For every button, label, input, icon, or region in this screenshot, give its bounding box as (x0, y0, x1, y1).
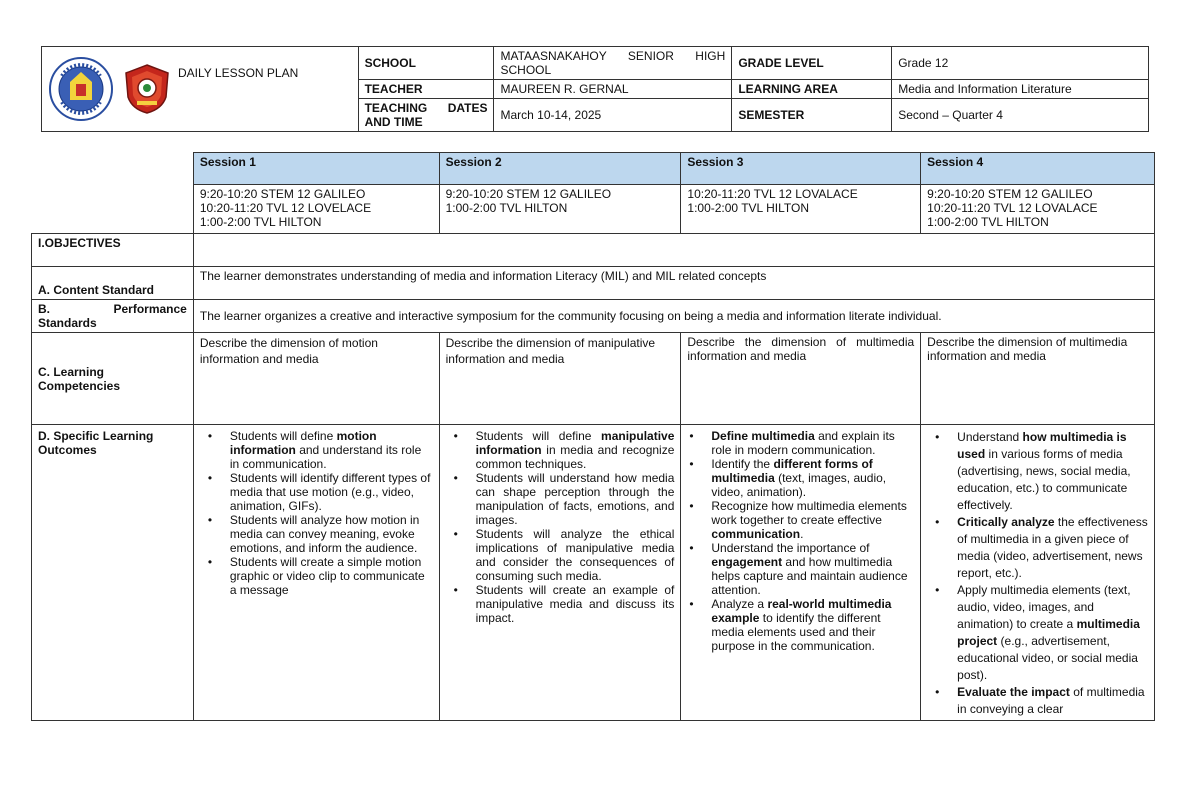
outcomes-session-1 (193, 425, 439, 721)
outcomes-session-4 (921, 425, 1155, 721)
performance-standards-text: The learner organizes a creative and interactive symposium for the community focusing on being a media and information literate individual. (193, 300, 1154, 333)
competency-3: Describe the dimension of multimedia information and media (681, 333, 921, 425)
time-entry: 10:20-11:20 TVL 12 LOVALACE (687, 187, 858, 201)
competency-4: Describe the dimension of multimedia information and media (921, 333, 1155, 425)
area-value: Media and Information Literature (892, 80, 1149, 99)
time-entry: 1:00-2:00 TVL HILTON (445, 201, 568, 215)
outcomes-session-3 (681, 425, 921, 721)
list-item: • Evaluate the impact of multimedia in conveying a clear (957, 684, 1148, 718)
school-value: MATAASNAKAHOY SENIOR HIGH SCHOOL (494, 47, 732, 80)
grade-value: Grade 12 (892, 47, 1149, 80)
list-item: • Define multimedia and explain its role in modern communication. (711, 429, 914, 457)
time-entry: 9:20-10:20 STEM 12 GALILEO (927, 187, 1093, 201)
list-item: • Identify the different forms of multimedia (text, images, audio, video, animation). (711, 457, 914, 499)
dates-label: TEACHING DATES AND TIME (358, 99, 494, 132)
school-logo-icon (124, 63, 170, 115)
list-item: • Students will create an example of manipulative media and discuss its impact. (476, 583, 675, 625)
grade-label: GRADE LEVEL (732, 47, 892, 80)
session-3-times (681, 185, 921, 234)
time-entry: 1:00-2:00 TVL HILTON (687, 201, 810, 215)
header-table (41, 46, 1149, 132)
time-entry: 1:00-2:00 TVL HILTON (927, 215, 1049, 229)
objectives-blank (193, 234, 1154, 267)
list-item: • Students will analyze the ethical implications of manipulative media and consider the consequences of consuming such media. (476, 527, 675, 583)
semester-label: SEMESTER (732, 99, 892, 132)
outcomes-label: D. Specific Learning Outcomes (32, 425, 194, 721)
session-1-times (193, 185, 439, 234)
list-item: • Students will analyze how motion in media can convey meaning, evoke emotions, and inform the audience. (230, 513, 433, 555)
time-entry: 9:20-10:20 STEM 12 GALILEO (199, 187, 366, 201)
area-label: LEARNING AREA (732, 80, 892, 99)
school-label: SCHOOL (358, 47, 494, 80)
content-standard-text: The learner demonstrates understanding of media and information Literacy (MIL) and MIL related concepts (193, 267, 1154, 300)
session-1-header: Session 1 (193, 153, 439, 185)
lesson-table (31, 152, 1155, 721)
outcomes-session-2 (439, 425, 681, 721)
session-2-times (439, 185, 681, 234)
list-item: • Students will create a simple motion graphic or video clip to communicate a message (230, 555, 433, 597)
session-3-header: Session 3 (681, 153, 921, 185)
session-2-header: Session 2 (439, 153, 681, 185)
list-item: • Students will identify different types of media that use motion (e.g., video, animation, GIFs). (230, 471, 433, 513)
list-item: • Students will define motion information and understand its role in communication. (230, 429, 433, 471)
teacher-label: TEACHER (358, 80, 494, 99)
time-entry: 10:20-11:20 TVL 12 LOVELACE (199, 201, 372, 215)
dates-value: March 10-14, 2025 (494, 99, 732, 132)
competencies-label: C. Learning Competencies (32, 333, 194, 425)
list-item: • Understand the importance of engagement and how multimedia helps capture and maintain audience attention. (711, 541, 914, 597)
list-item: • Recognize how multimedia elements work together to create effective communication. (711, 499, 914, 541)
list-item: • Students will define manipulative information in media and recognize common techniques. (476, 429, 675, 471)
session-4-times (921, 185, 1155, 234)
session-4-header: Session 4 (921, 153, 1155, 185)
competency-2: Describe the dimension of manipulative information and media (439, 333, 681, 425)
performance-standards-label: B. Performance Standards (32, 300, 194, 333)
time-entry: 1:00-2:00 TVL HILTON (199, 215, 322, 229)
list-item: • Critically analyze the effectiveness of multimedia in a given piece of media (video, advertisement, news report, etc.). (957, 514, 1148, 582)
competency-1: Describe the dimension of motion information and media (193, 333, 439, 425)
time-entry: 10:20-11:20 TVL 12 LOVALACE (927, 201, 1098, 215)
logo-cell (42, 47, 359, 132)
list-item: • Apply multimedia elements (text, audio, video, images, and animation) to create a multimedia project (e.g., advertisement, educational video, or social media post). (957, 582, 1148, 684)
document-title: DAILY LESSON PLAN (178, 66, 299, 80)
list-item: • Students will understand how media can shape perception through the manipulation of facts, emotions, and images. (476, 471, 675, 527)
list-item: • Understand how multimedia is used in various forms of media (advertising, news, social media, education, etc.) to communicate effectively. (957, 429, 1148, 514)
objectives-label: I.OBJECTIVES (32, 234, 194, 267)
content-standard-label: A. Content Standard (32, 267, 194, 300)
time-entry: 9:20-10:20 STEM 12 GALILEO (445, 187, 612, 201)
corner-blank (32, 153, 194, 234)
semester-value: Second – Quarter 4 (892, 99, 1149, 132)
teacher-value: MAUREEN R. GERNAL (494, 80, 732, 99)
deped-seal-icon (48, 56, 114, 122)
list-item: • Analyze a real-world multimedia example to identify the different media elements used and their purpose in the communication. (711, 597, 914, 653)
